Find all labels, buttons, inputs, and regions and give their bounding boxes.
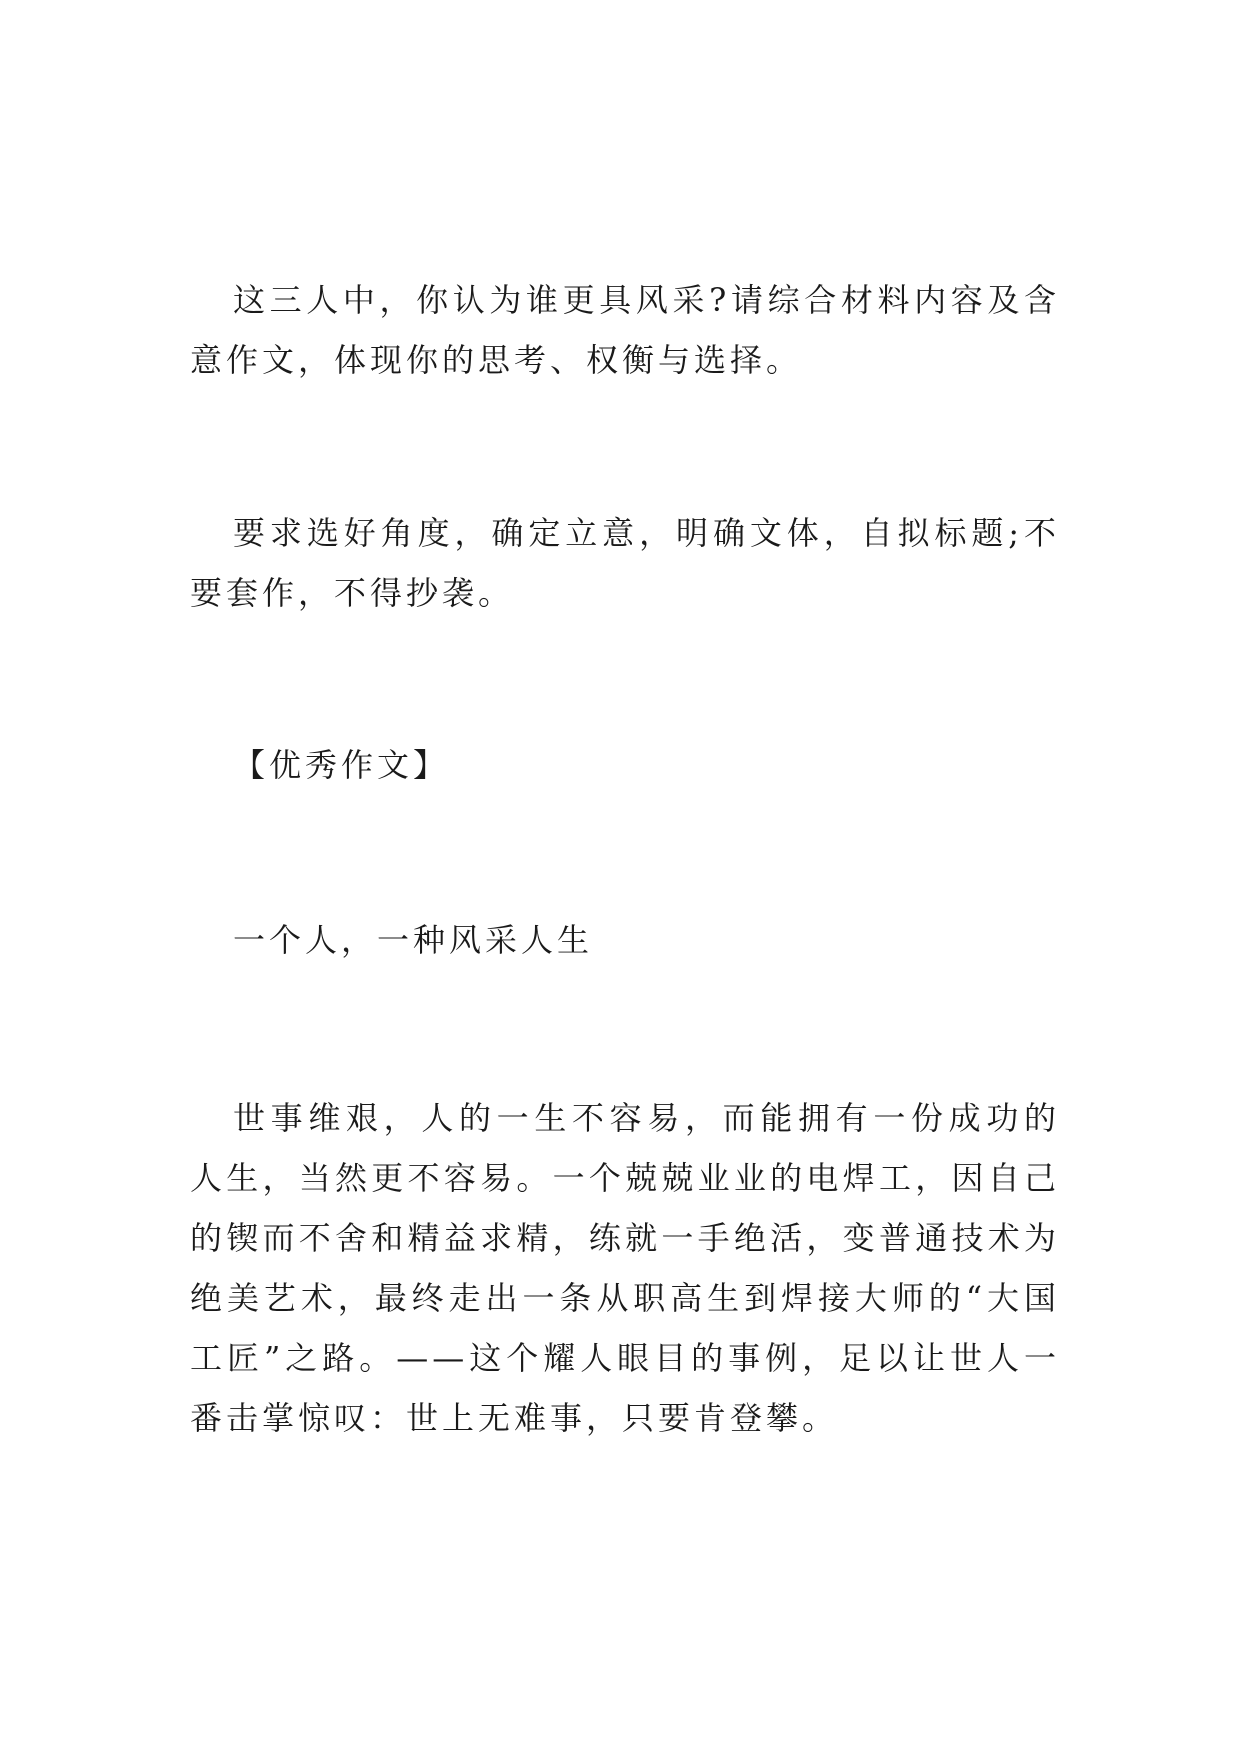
requirements-paragraph: 要求选好角度，确定立意，明确文体，自拟标题;不要套作，不得抄袭。 bbox=[190, 514, 1060, 612]
section-heading: 【优秀作文】 bbox=[233, 746, 450, 784]
prompt-paragraph: 这三人中，你认为谁更具风采?请综合材料内容及含意作文，体现你的思考、权衡与选择。 bbox=[190, 281, 1060, 379]
essay-title: 一个人，一种风采人生 bbox=[233, 921, 594, 959]
essay-body-paragraph: 世事维艰，人的一生不容易，而能拥有一份成功的人生，当然更不容易。一个兢兢业业的电焊工，因自己的锲而不舍和精益求精，练就一手绝活，变普通技术为绝美艺术，最终走出一条从职高生到焊接大师的“大国工匠”之路。——这个耀人眼目的事例，足以让世人一番击掌惊叹：世上无难事，只要肯登攀。 bbox=[190, 1099, 1060, 1437]
